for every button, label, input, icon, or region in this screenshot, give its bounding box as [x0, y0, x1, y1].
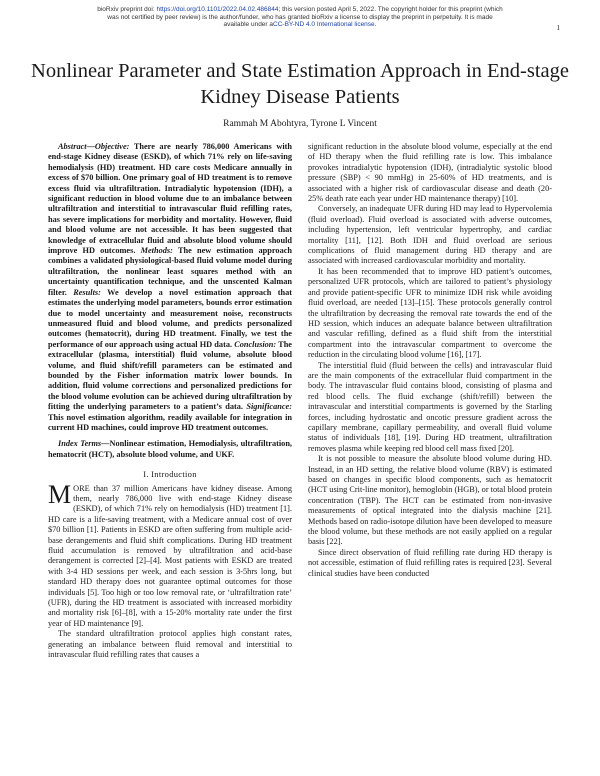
preprint-notice — [62, 6, 538, 29]
doi-link[interactable]: https://doi.org/10.1101/2022.04.02.486844 — [156, 6, 279, 13]
right-paragraph-4: The interstitial fluid (fluid between the cells) and intravascular fluid are the main components of the extracellular fluid compartment in the body. The intravascular fluid contains blood, consisting of plasma and red blood cells. The fluid exchange (shift/refill) between the intravascular and interstitial compartments is governed by the Starling forces, including hydrostatic and oncotic pressure gradient across the capillary membrane, capillary permeability, and overall fluid volume status of individuals [18], [19]. During HD treatment, ultrafiltration removes plasma while keeping red blood cell mass fixed [20]. — [308, 360, 552, 453]
abstract-text-2: The new estimation approach combines a validated physiological-based fluid volume model during ultrafiltration, the nonlinear least squares method with an uncertainty quantification technique, and the unscented Kalman filter. — [48, 246, 293, 297]
right-paragraph-6: Since direct observation of fluid refilling rate during HD therapy is not accessible, estimation of fluid refilling rates is required [23]. Several clinical studies have been conducted — [308, 547, 552, 578]
abstract — [48, 142, 292, 433]
preprint-line2: was not certified by peer review) is the author/funder, who has granted bioRxiv a license to display the preprint in perpetuity. It is made — [107, 13, 493, 21]
right-paragraph-1: significant reduction in the absolute blood volume, especially at the end of HD therapy when the fluid refilling rate is low. This imbalance provokes intradialytic hypotension (IDH), (intradialytic systolic blood pressure (SBP) < 90 mmHg) in 25-60% of HD treatments, and is associated with a higher risk of cardiovascular disease and death (20-25% death rate each year under HD maintenance therapy) [10]. — [308, 142, 552, 204]
index-terms-text: —Nonlinear estimation, Hemodialysis, ultrafiltration, hematocrit (HCT), absolute blood volume, and UKF. — [48, 439, 293, 459]
significance-label: Significance: — [246, 402, 292, 412]
preprint-line1-rest: ; this version posted April 5, 2022. The copyright holder for this preprint (which — [278, 6, 503, 13]
abstract-label: Abstract—Objective: — [58, 142, 130, 151]
methods-label: Methods: — [140, 246, 173, 256]
preprint-line3-post: . — [374, 21, 377, 29]
abstract-text-4: The extracellular (plasma, interstitial) fluid volume, absolute blood volume, and fluid shift/refill parameters can be estimated and bounded by the Fisher information matrix lower bounds. In addition, fluid volume corrections and personalized predictions for the blood volume evolution can be achieved during ultrafiltration by fitting the underlying parameters to a patient’s data. — [48, 339, 292, 412]
results-label: Results: — [73, 287, 101, 297]
section-heading-introduction: I. Introduction — [143, 469, 197, 480]
intro-paragraph-1 — [48, 479, 292, 630]
preprint-line3-pre: available under a — [223, 21, 274, 29]
paper-title: Nonlinear Parameter and State Estimation Approach in End-stage Kidney Disease Patients — [31, 60, 569, 108]
paper-authors: Rammah M Abohtyra, Tyrone L Vincent — [223, 119, 377, 129]
right-paragraph-5: It is not possible to measure the absolute blood volume during HD. Instead, in an HD setting, the relative blood volume (RBV) is estimated based on changes in specific blood components, such as hematocrit (HCT using Crit-line monitor), hemoglobin (HGB), or total blood protein concentration (TBP). The HCT can be estimated from non-invasive measurements of optical integrated into the dialysis machine [21]. Methods based on radio-isotope dilution have been developed to measure the blood volume, but these methods are not easily applied on a regular basis [22]. — [308, 454, 553, 547]
page-number: 1 — [556, 24, 560, 32]
preprint-line1: bioRxiv preprint doi: — [97, 6, 157, 13]
abstract-text-5: This novel estimation algorithm, readily available for integration in current HD machines, could improve HD treatment outcomes. — [48, 412, 292, 432]
index-terms — [48, 439, 292, 460]
drop-cap: M — [48, 479, 72, 509]
abstract-text-1: There are nearly 786,000 Americans with end-stage Kidney disease (ESKD), of which 71% rely on life-saving hemodialysis (HD) treatment. HD care costs Medicare annually in excess of $70 billion. One primary goal of HD treatment is to remove excess fluid via ultrafiltration. Intradialytic hypotension (IDH), a significant reduction in blood volume due to an imbalance between ultrafiltration and interstitial to intravascular fluid refilling rates, has severe implications for morbidity and mortality. However, fluid and blood volume are not accessible. It has been suggested that knowledge of extracellular fluid and absolute blood volume should improve HD outcomes. — [48, 142, 292, 256]
intro-paragraph-2: The standard ultrafiltration protocol applies high constant rates, generating an imbalance between fluid removal and interstitial to intravascular fluid refilling rates that causes a — [48, 629, 292, 660]
abstract-text-3: We develop a novel estimation approach that estimates the underlying model parameters, bounds error estimation due to model uncertainty and measurement noise, reconstructs unmeasured fluid and blood volume, and predicts personalized outcomes (hematocrit), during HD treatment. Finally, we test the performance of our approach using actual HD data. — [48, 287, 292, 349]
right-paragraph-2: Conversely, an inadequate UFR during HD may lead to Hypervolemia (fluid overload). Fluid overload is associated with adverse outcomes, including hypertension, left ventricular hypertrophy, and cardiac mortality [11], [12]. Both IDH and fluid overload are serious complications of fluid management during HD therapy and are associated with increased cardiovascular morbidity and mortality. — [308, 204, 552, 266]
right-column — [308, 142, 552, 579]
right-paragraph-3: It has been recommended that to improve HD patient’s outcomes, personalized UFR protocols, which are tailored to patient’s physiology and provide patient-specific UFR to minimize IDH risk while avoiding fluid overload, are needed [13]–[15]. These protocols generally control the ultrafiltration by decreasing the removal rate towards the end of the HD session, which induces an adequate balance between ultrafiltration and vascular refilling, defined as a fluid shift from the interstitial compartment into the intravascular compartment to overcome the reduction in the circulating blood volume [16], [17]. — [308, 266, 552, 360]
index-terms-label: Index Terms — [58, 439, 102, 449]
license-link[interactable]: CC-BY-ND 4.0 International license — [273, 21, 375, 29]
intro-paragraph-1-text: ORE than 37 million Americans have kidney disease. Among them, nearly 786,000 live with end-stage Kidney disease (ESKD), of which 71% rely on hemodialysis (HD) treatment [1]. HD care is a life-saving treatment, with a Medicare annual cost of over $70 billion [1]. Patients in ESKD are often suffering from multiple acid-base derangements and fluid shift complications. During HD treatment fluid accumulation is removed by ultrafiltration and acid-base derangement is corrected [2]–[4]. Most patients with ESKD are treated with 3-4 HD sessions per week, and each session is 3-5hrs long, but standard HD therapy does not guarantee optimal outcomes for those individuals [5]. Too high or too low removal rate, or ‘ultrafiltration rate’ (UFR), during the HD treatment is associated with increased morbidity and mortality risk [6]–[8], with a 15-20% mortality rate under the first year of HD maintenance [9]. — [48, 483, 292, 628]
left-column — [48, 142, 292, 661]
conclusion-label: Conclusion: — [234, 339, 277, 349]
